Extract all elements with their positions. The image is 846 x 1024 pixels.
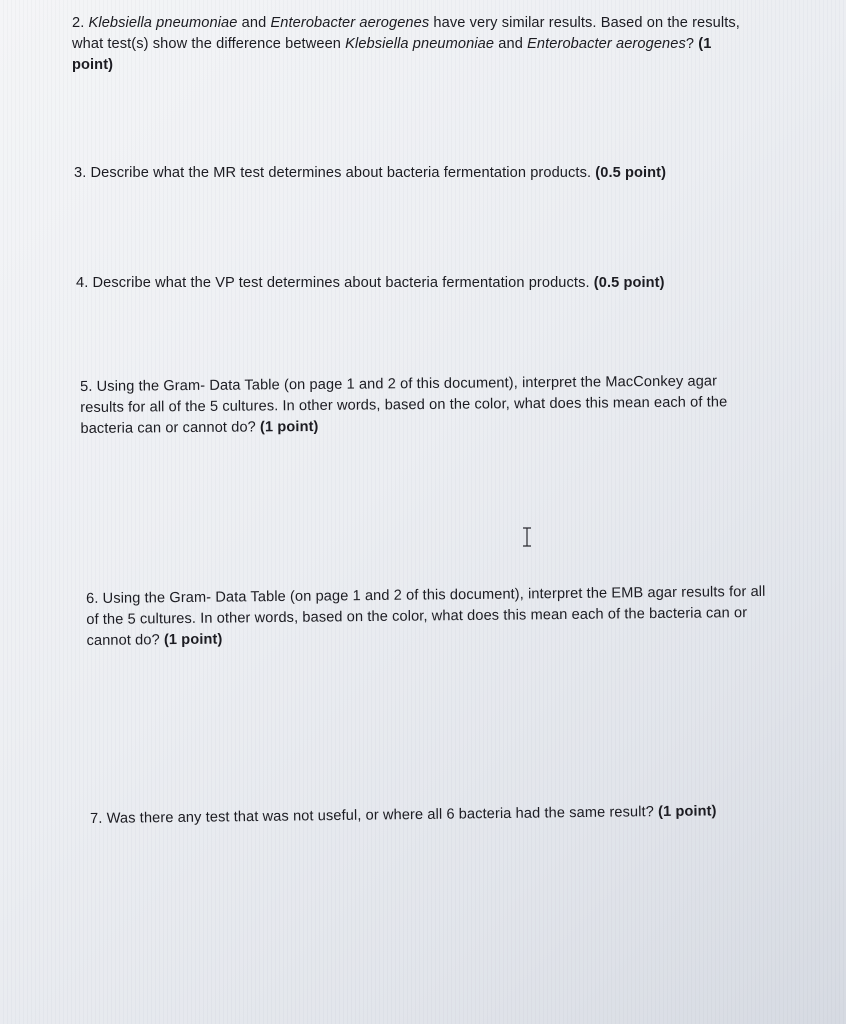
question-text-italic: Klebsiella pneumoniae (345, 36, 495, 52)
question-text-italic: Klebsiella pneumoniae (88, 15, 238, 31)
question-number: 7. (90, 810, 103, 827)
question-text: have very similar results. Based on the results, what test(s) show the difference between (72, 15, 740, 52)
question-number: 3. (74, 165, 87, 181)
points-label: (1 point) (72, 36, 712, 73)
question-text: and (494, 36, 528, 52)
question-text: Describe what the VP test determines about bacteria fermentation products. (92, 275, 594, 291)
points-label: (0.5 point) (595, 165, 667, 181)
question-text: Using the Gram- Data Table (on page 1 and 2 of this document), interpret the EMB agar results for all of the 5 cultures. In other words, based on the color, what does this mean each of the bacteria can or cannot do? (86, 583, 766, 649)
question-text: Describe what the MR test determines about bacteria fermentation products. (90, 165, 596, 181)
question-2 (72, 13, 752, 76)
question-text: and (237, 15, 271, 31)
question-4 (76, 273, 776, 294)
question-number: 2. (72, 15, 85, 31)
question-5 (80, 371, 761, 440)
points-label: (1 point) (259, 418, 319, 436)
question-number: 5. (80, 378, 93, 395)
question-text: Using the Gram- Data Table (on page 1 and 2 of this document), interpret the MacConkey agar results for all of the 5 cultures. In other words, based on the color, what does this mean each of the bacteria can or cannot do? (80, 373, 728, 437)
question-number: 4. (76, 275, 89, 291)
points-label: (1 point) (657, 803, 717, 821)
question-7 (90, 800, 790, 830)
question-number: 6. (86, 590, 99, 607)
points-label: (0.5 point) (593, 275, 665, 291)
question-text: Was there any test that was not useful, or where all 6 bacteria had the same result? (106, 804, 659, 827)
question-text-italic: Enterobacter aerogenes (270, 15, 430, 31)
question-3 (74, 163, 774, 184)
points-label: (1 point) (163, 631, 223, 649)
question-text-italic: Enterobacter aerogenes (527, 36, 686, 52)
i-beam-cursor-icon (521, 527, 533, 547)
question-text: ? (685, 36, 699, 52)
question-6 (86, 582, 767, 652)
